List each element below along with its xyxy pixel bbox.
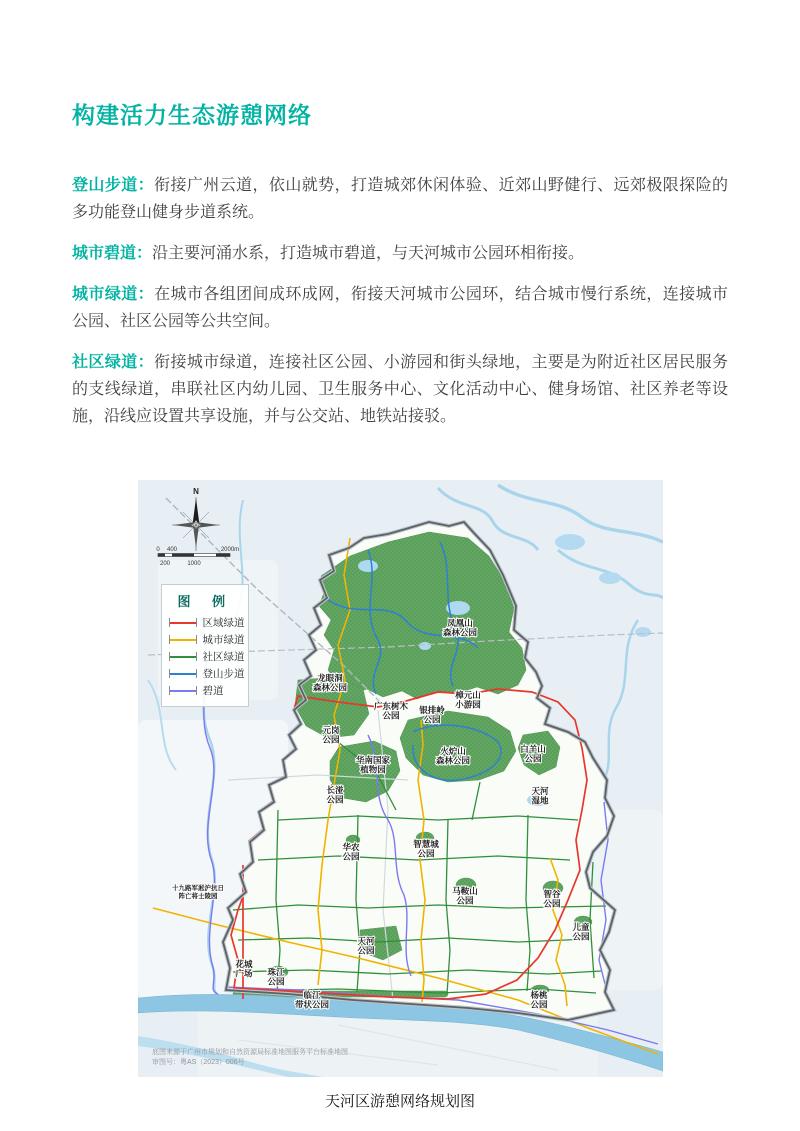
- body-text: [72, 172, 728, 430]
- paragraph-hiking-trail: [72, 172, 728, 226]
- map-label: 智慧城公园: [412, 839, 439, 859]
- legend-label: 区域绿道: [202, 617, 245, 629]
- map-label: 儿童公园: [571, 922, 590, 942]
- map-label: 银排岭公园: [418, 705, 445, 725]
- map-label: 天河湿地: [530, 786, 549, 806]
- paragraph-lead: 登山步道：: [72, 177, 155, 194]
- scale-label: 1000: [186, 561, 201, 567]
- paragraph-city-greenway: [72, 281, 728, 335]
- hiking-trail-swatch: [169, 669, 197, 678]
- map-label: 马鞍山公园: [451, 886, 478, 906]
- planning-map: [138, 480, 663, 1077]
- paragraph-body: 衔接广州云道，依山就势，打造城郊休闲体验、近郊山野健行、远郊极限探险的多功能登山健身步道系统。: [72, 177, 728, 221]
- legend-label: 碧道: [202, 685, 224, 697]
- legend-item-community-greenway: [169, 648, 245, 665]
- map-label: 珠江公园: [266, 967, 285, 987]
- paragraph-body: 衔接城市绿道，连接社区公园、小游园和街头绿地，主要是为附近社区居民服务的支线绿道，串联社区内幼儿园、卫生服务中心、文化活动中心、健身场馆、社区养老等设施，沿线应设置共享设施，并与公交站、地铁站接驳。: [72, 354, 728, 425]
- legend-label: 社区绿道: [202, 651, 245, 663]
- map-label: 杨桃公园: [529, 990, 548, 1010]
- document-page: [0, 0, 800, 430]
- paragraph-lead: 社区绿道：: [72, 354, 155, 371]
- map-label: 凤凰山森林公园: [442, 618, 477, 638]
- paragraph-body: 沿主要河涌水系，打造城市碧道，与天河城市公园环相衔接。: [152, 245, 585, 262]
- map-label: 十九路军淞沪抗日阵亡将士陵园: [171, 885, 224, 900]
- map-label: 广东树木公园: [373, 701, 408, 721]
- scale-label: 200: [159, 561, 170, 567]
- map-label: 火炉山森林公园: [435, 746, 470, 766]
- legend-item-hiking-trail: [169, 665, 245, 682]
- legend-item-city-greenway: [169, 631, 245, 648]
- paragraph-body: 在城市各组团间成环成网，衔接天河城市公园环，结合城市慢行系统，连接城市公园、社区公园等公共空间。: [72, 286, 728, 330]
- compass-north-label: N: [192, 487, 199, 496]
- legend-item-regional-greenway: [169, 614, 245, 631]
- map-label: 华农公园: [341, 842, 360, 862]
- paragraph-city-bidao: [72, 240, 728, 267]
- map-source-line2: 审图号：粤AS（2023）006号: [151, 1059, 245, 1066]
- map-label: 元岗公园: [321, 725, 340, 745]
- map-label: 樟元山小游园: [454, 690, 481, 710]
- paragraph-community-greenway: [72, 349, 728, 430]
- community-greenway-swatch: [169, 652, 197, 661]
- scale-label: 2000m: [220, 547, 239, 553]
- scale-label: 400: [166, 547, 177, 553]
- map-label: 天河公园: [356, 936, 375, 956]
- legend-label: 登山步道: [202, 668, 245, 680]
- page-title: 构建活力生态游憩网络: [72, 102, 312, 128]
- map-label: 花城广场: [234, 959, 253, 979]
- bidao-swatch: [169, 686, 197, 695]
- paragraph-lead: 城市绿道：: [72, 286, 155, 303]
- regional-greenway-swatch: [169, 618, 197, 627]
- map-source-line1: 底图来源于广州市规划和自然资源局标准地图服务平台标准地图: [151, 1049, 348, 1056]
- map-legend: [161, 584, 249, 707]
- map-label: 长湴公园: [325, 785, 344, 805]
- map-label: 智谷公园: [542, 889, 561, 909]
- paragraph-lead: 城市碧道：: [72, 245, 153, 262]
- legend-label: 城市绿道: [202, 634, 245, 646]
- legend-item-bidao: [169, 682, 241, 699]
- scale-label: 0: [155, 547, 160, 553]
- map-label: 白羊山公园: [519, 744, 546, 764]
- map-label: 华南国家植物园: [355, 755, 390, 775]
- map-caption: 天河区游憩网络规划图: [324, 1093, 475, 1110]
- map-label: 龙眼洞森林公园: [312, 673, 347, 693]
- map-label: 临江带状公园: [294, 990, 329, 1010]
- city-greenway-swatch: [169, 635, 197, 644]
- map-canvas: [138, 480, 663, 1077]
- legend-title: 图 例: [177, 594, 235, 609]
